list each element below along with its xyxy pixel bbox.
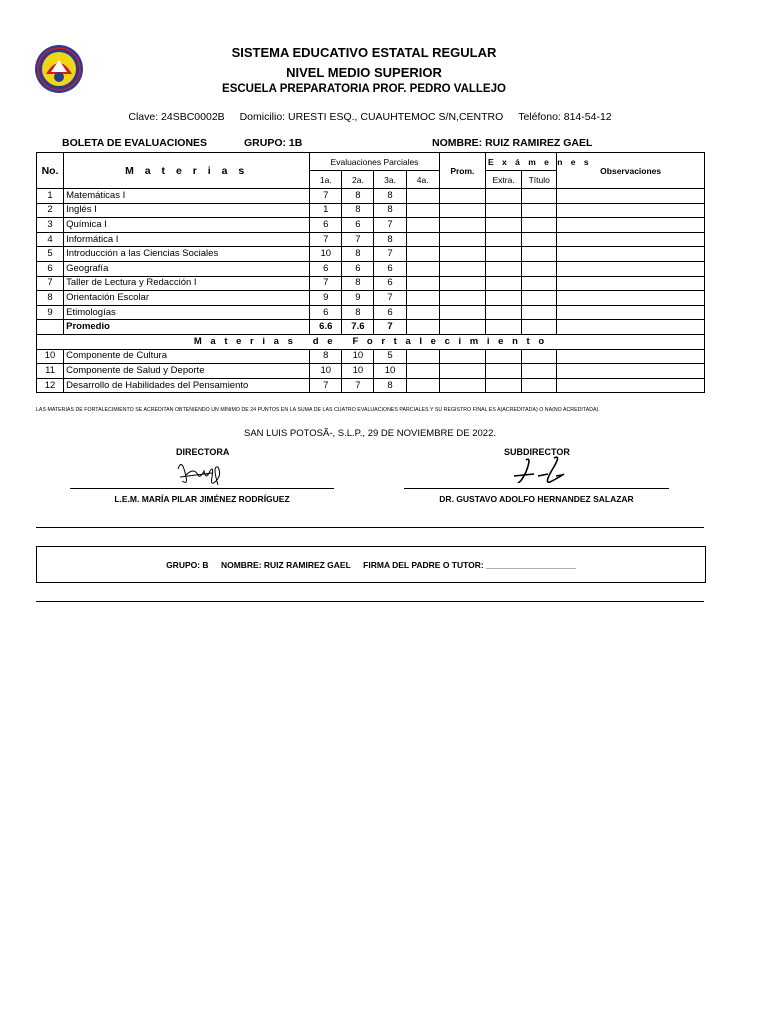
- subject-row: [37, 189, 705, 204]
- fortalecimiento-parcial-3-cell: 5: [374, 349, 406, 364]
- header-parcial-3: 3a.: [374, 171, 406, 189]
- subject-observaciones-cell: [557, 232, 705, 247]
- slip-tutor-signature-field: FIRMA DEL PADRE O TUTOR: ___________________: [363, 560, 576, 570]
- subject-row: [37, 261, 705, 276]
- subject-titulo-cell: [522, 261, 557, 276]
- subject-prom-cell: [439, 305, 485, 320]
- promedio-row: [37, 320, 705, 335]
- subject-materia-cell: Orientación Escolar: [64, 291, 310, 306]
- subject-prom-cell: [439, 203, 485, 218]
- subdirector-signature: [504, 452, 574, 488]
- subdirector-title: SUBDIRECTOR: [504, 447, 570, 457]
- subject-parcial-2-cell: 8: [342, 276, 374, 291]
- subject-no-cell: 7: [37, 276, 64, 291]
- header-no: No.: [37, 153, 64, 189]
- subject-parcial-4-cell: [406, 261, 439, 276]
- fortalecimiento-parcial-4-cell: [406, 349, 439, 364]
- fortalecimiento-no-cell: 11: [37, 364, 64, 379]
- subject-parcial-1-cell: 7: [310, 232, 342, 247]
- subject-prom-cell: [439, 232, 485, 247]
- header-examenes: E x á m e n e s: [485, 153, 556, 171]
- subject-parcial-4-cell: [406, 203, 439, 218]
- subject-parcial-1-cell: 10: [310, 247, 342, 262]
- fortalecimiento-parcial-2-cell: 10: [342, 349, 374, 364]
- subject-extra-cell: [485, 218, 521, 233]
- subject-titulo-cell: [522, 232, 557, 247]
- subject-parcial-3-cell: 6: [374, 276, 406, 291]
- promedio-observaciones: [557, 320, 705, 335]
- subject-titulo-cell: [522, 203, 557, 218]
- subject-observaciones-cell: [557, 203, 705, 218]
- fortalecimiento-parcial-4-cell: [406, 378, 439, 393]
- grades-table-header: [37, 153, 705, 189]
- fortalecimiento-body: [37, 349, 705, 393]
- subject-extra-cell: [485, 291, 521, 306]
- fortalecimiento-parcial-1-cell: 10: [310, 364, 342, 379]
- subject-parcial-1-cell: 6: [310, 218, 342, 233]
- subdirector-name: DR. GUSTAVO ADOLFO HERNANDEZ SALAZAR: [439, 494, 634, 504]
- subject-row: [37, 305, 705, 320]
- fortalecimiento-observaciones-cell: [557, 349, 705, 364]
- fortalecimiento-materia-cell: Componente de Cultura: [64, 349, 310, 364]
- fortalecimiento-extra-cell: [485, 378, 521, 393]
- grades-table: [36, 152, 705, 393]
- header-parcial-4: 4a.: [406, 171, 439, 189]
- cut-line-bottom: [36, 601, 704, 602]
- school-address: Domicilio: URESTI ESQ., CUAUHTEMOC S/N,CENTRO: [239, 111, 504, 123]
- promedio-label: Promedio: [64, 320, 310, 335]
- subject-titulo-cell: [522, 291, 557, 306]
- header-evaluaciones-parciales: Evaluaciones Parciales: [310, 153, 440, 171]
- directora-name: L.E.M. MARÍA PILAR JIMÉNEZ RODRÍGUEZ: [114, 494, 290, 504]
- subject-extra-cell: [485, 276, 521, 291]
- fortalecimiento-row: [37, 349, 705, 364]
- subject-materia-cell: Química I: [64, 218, 310, 233]
- subject-parcial-2-cell: 7: [342, 232, 374, 247]
- header-system-title: SISTEMA EDUCATIVO ESTATAL REGULAR: [231, 45, 497, 60]
- subject-parcial-4-cell: [406, 218, 439, 233]
- fortalecimiento-header-row: [37, 334, 705, 349]
- subject-materia-cell: Etimologías: [64, 305, 310, 320]
- subject-materia-cell: Geografía: [64, 261, 310, 276]
- subject-no-cell: 5: [37, 247, 64, 262]
- subject-parcial-2-cell: 6: [342, 261, 374, 276]
- promedio-parcial-4: [406, 320, 439, 335]
- fortalecimiento-no-cell: 10: [37, 349, 64, 364]
- subject-materia-cell: Inglés I: [64, 203, 310, 218]
- tutor-slip: [36, 546, 706, 583]
- grades-table-body: [37, 189, 705, 320]
- fortalecimiento-extra-cell: [485, 349, 521, 364]
- subject-parcial-3-cell: 6: [374, 261, 406, 276]
- subject-extra-cell: [485, 305, 521, 320]
- subject-parcial-4-cell: [406, 291, 439, 306]
- subject-observaciones-cell: [557, 247, 705, 262]
- subject-parcial-2-cell: 8: [342, 189, 374, 204]
- header-materias: M a t e r i a s: [64, 153, 310, 189]
- subject-prom-cell: [439, 261, 485, 276]
- subject-parcial-3-cell: 8: [374, 189, 406, 204]
- school-phone: Teléfono: 814-54-12: [518, 111, 612, 123]
- fortalecimiento-section-label: M a t e r i a s d e F o r t a l e c i m i e n t o: [37, 334, 705, 349]
- subject-parcial-1-cell: 7: [310, 276, 342, 291]
- header-level-title: NIVEL MEDIO SUPERIOR: [286, 65, 442, 80]
- subject-parcial-1-cell: 6: [310, 305, 342, 320]
- fortalecimiento-prom-cell: [439, 378, 485, 393]
- subject-titulo-cell: [522, 218, 557, 233]
- subject-materia-cell: Matemáticas I: [64, 189, 310, 204]
- subject-parcial-4-cell: [406, 189, 439, 204]
- subject-no-cell: 1: [37, 189, 64, 204]
- subject-observaciones-cell: [557, 291, 705, 306]
- subject-materia-cell: Taller de Lectura y Redacción I: [64, 276, 310, 291]
- subject-no-cell: 3: [37, 218, 64, 233]
- fortalecimiento-parcial-1-cell: 8: [310, 349, 342, 364]
- subject-prom-cell: [439, 291, 485, 306]
- fortalecimiento-titulo-cell: [522, 378, 557, 393]
- promedio-extra: [485, 320, 521, 335]
- fortalecimiento-observaciones-cell: [557, 378, 705, 393]
- subject-row: [37, 203, 705, 218]
- subject-observaciones-cell: [557, 261, 705, 276]
- fortalecimiento-observaciones-cell: [557, 364, 705, 379]
- subject-extra-cell: [485, 189, 521, 204]
- subject-prom-cell: [439, 189, 485, 204]
- subject-parcial-4-cell: [406, 247, 439, 262]
- fortalecimiento-prom-cell: [439, 349, 485, 364]
- subject-parcial-2-cell: 9: [342, 291, 374, 306]
- subject-parcial-3-cell: 7: [374, 291, 406, 306]
- subject-no-cell: 2: [37, 203, 64, 218]
- fortalecimiento-row: [37, 364, 705, 379]
- promedio-titulo: [522, 320, 557, 335]
- subject-no-cell: 4: [37, 232, 64, 247]
- subject-titulo-cell: [522, 276, 557, 291]
- header-school-name: ESCUELA PREPARATORIA PROF. PEDRO VALLEJO: [222, 83, 506, 95]
- subject-prom-cell: [439, 247, 485, 262]
- subject-parcial-3-cell: 7: [374, 247, 406, 262]
- subject-parcial-4-cell: [406, 305, 439, 320]
- subject-row: [37, 218, 705, 233]
- slip-student-name: NOMBRE: RUIZ RAMIREZ GAEL: [220, 560, 351, 570]
- fortalecimiento-no-cell: 12: [37, 378, 64, 393]
- subject-row: [37, 232, 705, 247]
- subject-extra-cell: [485, 203, 521, 218]
- promedio-section: [37, 320, 705, 349]
- promedio-prom: [439, 320, 485, 335]
- subject-observaciones-cell: [557, 218, 705, 233]
- promedio-parcial-3: 7: [374, 320, 406, 335]
- subject-parcial-1-cell: 7: [310, 189, 342, 204]
- subject-no-cell: 6: [37, 261, 64, 276]
- subject-prom-cell: [439, 276, 485, 291]
- promedio-parcial-2: 7.6: [342, 320, 374, 335]
- subject-parcial-1-cell: 6: [310, 261, 342, 276]
- directora-signature: [172, 455, 232, 489]
- boleta-grupo: GRUPO: 1B: [244, 137, 303, 149]
- subdirector-signature-line: [404, 488, 669, 489]
- school-clave: Clave: 24SBC0002B: [128, 111, 225, 123]
- fortalecimiento-row: [37, 378, 705, 393]
- header-prom: Prom.: [439, 153, 485, 189]
- subject-extra-cell: [485, 247, 521, 262]
- header-parcial-1: 1a.: [310, 171, 342, 189]
- subject-observaciones-cell: [557, 189, 705, 204]
- promedio-no-cell: [37, 320, 64, 335]
- subject-no-cell: 8: [37, 291, 64, 306]
- subject-row: [37, 247, 705, 262]
- boleta-title: BOLETA DE EVALUACIONES: [62, 137, 208, 149]
- slip-grupo: GRUPO: B: [166, 560, 209, 570]
- fortalecimiento-parcial-1-cell: 7: [310, 378, 342, 393]
- subject-parcial-4-cell: [406, 232, 439, 247]
- subject-observaciones-cell: [557, 276, 705, 291]
- subject-titulo-cell: [522, 189, 557, 204]
- fortalecimiento-titulo-cell: [522, 349, 557, 364]
- promedio-parcial-1: 6.6: [310, 320, 342, 335]
- header-extra: Extra.: [485, 171, 521, 189]
- school-contact-line: [0, 111, 740, 123]
- fortalecimiento-parcial-3-cell: 10: [374, 364, 406, 379]
- subject-parcial-2-cell: 6: [342, 218, 374, 233]
- issue-date: SAN LUIS POTOSÃ-, S.L.P., 29 DE NOVIEMBRE DE 2022.: [243, 428, 497, 439]
- fortalecimiento-footnote: LAS MATERIAS DE FORTALECIMIENTO SE ACREDITAN OBTENIENDO UN MÍNIMO DE 24 PUNTOS EN LA SUMA DE LAS CUATRO EVALUACIONES PARCIALES Y SU REGISTRO FINAL ES A(ACREDITADA) O NA(NO ACREDITADA).: [36, 407, 600, 413]
- subject-titulo-cell: [522, 247, 557, 262]
- fortalecimiento-materia-cell: Desarrollo de Habilidades del Pensamiento: [64, 378, 310, 393]
- subject-parcial-2-cell: 8: [342, 305, 374, 320]
- subject-extra-cell: [485, 232, 521, 247]
- tutor-slip-text: [37, 560, 705, 570]
- header-observaciones: Observaciones: [557, 153, 705, 189]
- directora-signature-line: [70, 488, 334, 489]
- fortalecimiento-materia-cell: Componente de Salud y Deporte: [64, 364, 310, 379]
- fortalecimiento-parcial-2-cell: 10: [342, 364, 374, 379]
- subject-parcial-4-cell: [406, 276, 439, 291]
- subject-titulo-cell: [522, 305, 557, 320]
- fortalecimiento-parcial-2-cell: 7: [342, 378, 374, 393]
- header-titulo: Título: [522, 171, 557, 189]
- subject-parcial-3-cell: 8: [374, 232, 406, 247]
- boleta-student-name: NOMBRE: RUIZ RAMIREZ GAEL: [432, 137, 593, 149]
- cut-line-top: [36, 527, 704, 528]
- subject-materia-cell: Informática I: [64, 232, 310, 247]
- subject-materia-cell: Introducción a las Ciencias Sociales: [64, 247, 310, 262]
- subject-extra-cell: [485, 261, 521, 276]
- fortalecimiento-parcial-4-cell: [406, 364, 439, 379]
- subject-observaciones-cell: [557, 305, 705, 320]
- subject-prom-cell: [439, 218, 485, 233]
- subject-row: [37, 291, 705, 306]
- subject-parcial-1-cell: 1: [310, 203, 342, 218]
- subject-parcial-3-cell: 7: [374, 218, 406, 233]
- fortalecimiento-extra-cell: [485, 364, 521, 379]
- fortalecimiento-titulo-cell: [522, 364, 557, 379]
- subject-parcial-2-cell: 8: [342, 203, 374, 218]
- subject-parcial-1-cell: 9: [310, 291, 342, 306]
- subject-row: [37, 276, 705, 291]
- subject-parcial-3-cell: 8: [374, 203, 406, 218]
- directora-title: DIRECTORA: [176, 447, 230, 457]
- subject-parcial-2-cell: 8: [342, 247, 374, 262]
- subject-parcial-3-cell: 6: [374, 305, 406, 320]
- fortalecimiento-prom-cell: [439, 364, 485, 379]
- header-parcial-2: 2a.: [342, 171, 374, 189]
- fortalecimiento-parcial-3-cell: 8: [374, 378, 406, 393]
- subject-no-cell: 9: [37, 305, 64, 320]
